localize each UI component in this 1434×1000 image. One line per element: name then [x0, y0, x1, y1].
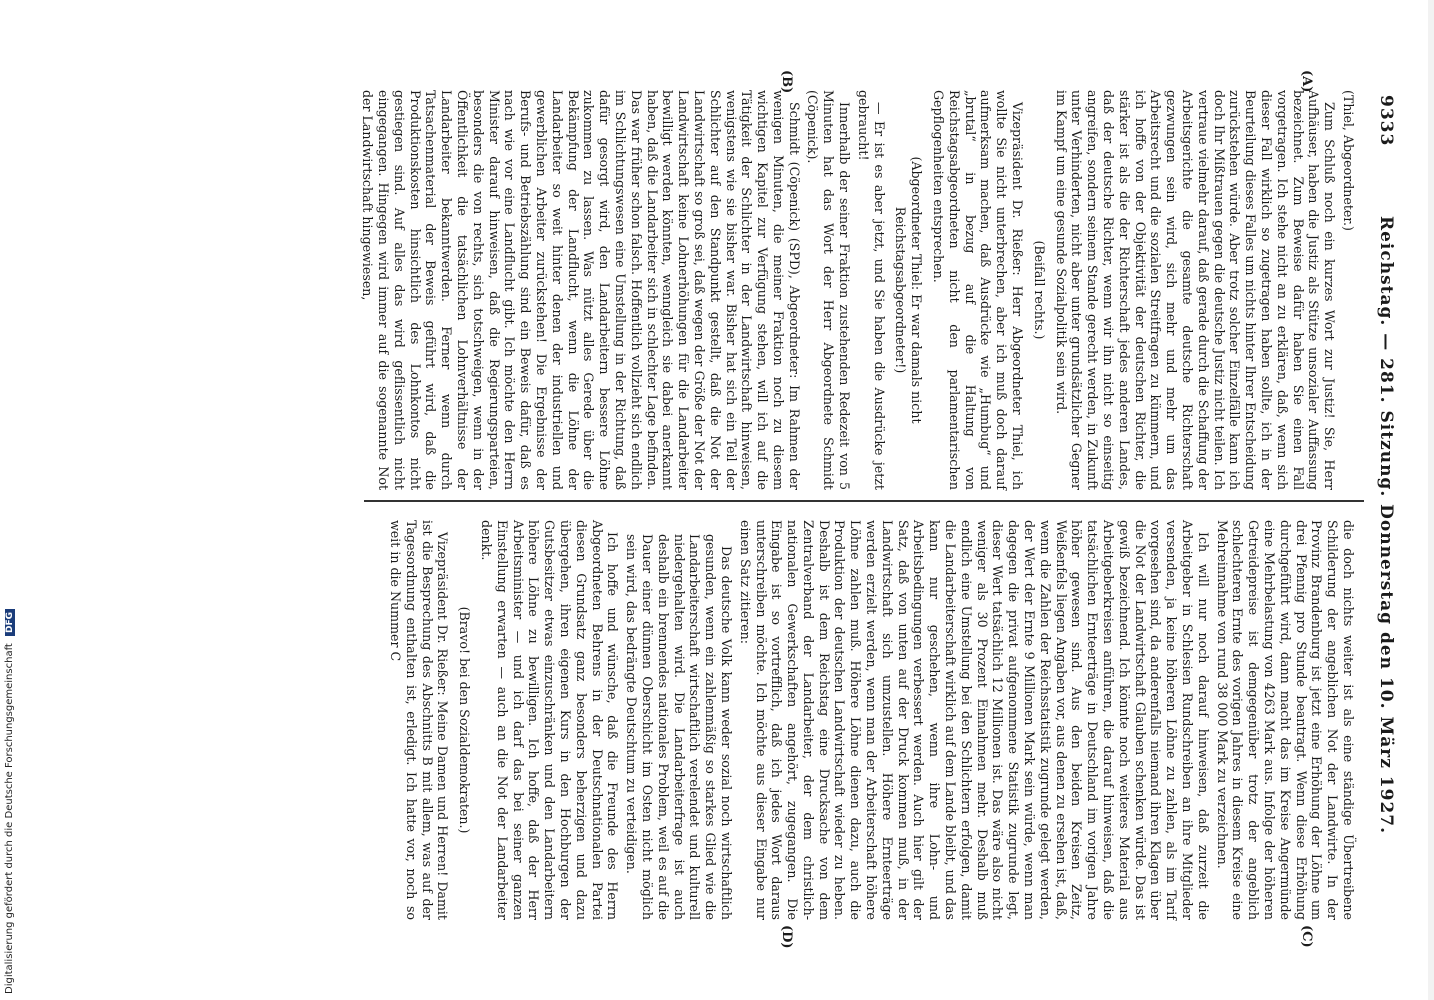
paragraph: — Er ist es aber jetzt, und Sie haben die Ausdrücke jetzt gebraucht!	[855, 90, 887, 490]
right-column	[384, 520, 1356, 920]
interjection: (Abgeordneter Thiel: Er war damals nicht Reichstagsabgeordneter!)	[893, 156, 925, 424]
page-header	[1370, 95, 1404, 895]
paragraph: Vizepräsident Dr. Rießer: Herr Abgeordneter Thiel, ich wollte Sie nicht unterbrechen, aber ich muß doch darauf aufmerksam machen, daß Ausdrücke wie „Humbug“ und „brutal“ in bezug auf die Haltung von Reichstagsabgeordneten nicht den parlamentarischen Gepflogenheiten entsprechen.	[931, 90, 1026, 490]
interjection: (Beifall rechts.)	[1031, 240, 1047, 340]
paragraph: Schmidt (Cöpenick) (SPD), Abgeordneter: Im Rahmen der wenigen Minuten, die meiner Fraktion noch zu diesem wichtigen Kapitel zur Verfügung stehen, will ich auf die Tätigkeit der Schlichter in der Landwirtschaft hinweisen, wenigstens wie sie bisher war. Bisher hat sich ein Teil der Schlichter auf den Standpunkt gestellt, daß die Not der Landwirtschaft so groß sei, daß wegen der Größe der Not der Landwirtschaft keine Lohnerhöhungen für die Landarbeiter bewilligt werden könnten, wenngleich sie dabei anerkannt haben, daß die Landarbeiter sich in schlechter Lage befinden. Das war früher schon falsch. Hoffentlich vollzieht sich endlich im Schlichtungswesen eine Umstellung in der Richtung, daß dafür gesorgt wird, den Landarbeitern bessere Löhne zukommen zu lassen. Was nützt alles Gerede über die Bekämpfung der Landflucht, wenn die Löhne der Landarbeiter so weit hinter denen der industriellen und gewerblichen Arbeiter zurückstehen! Die Ergebnisse der Berufs- und Betriebszählung sind ein Beweis dafür, daß es nach wie vor eine Landflucht gibt. Ich möchte den Herrn Minister darauf hinweisen, daß die Regierungsparteien, besonders die von rechts, sich totschweigen, wenn in der Öffentlichkeit die tatsächlichen Lohnverhältnisse der Landarbeiter bekanntwerden. Ferner wenn durch Tatsachenmaterial der Beweis geführt wird, daß die Produktionskosten hinsichtlich des Lohnkontos nicht gestiegen sind. Auf alles das wird geflissentlich nicht eingegangen. Hingegen wird immer auf die sogenannte Not der Landwirtschaft hingewiesen,	[360, 90, 802, 490]
scan-edge	[1428, 0, 1434, 1000]
paragraph: Vizepräsident Dr. Rießer: Meine Damen und Herren! Damit ist die Besprechung des Abschnitts B mit allem, was auf der Tagesordnung enthalten ist, erledigt. Ich hatte vor, noch so weit in die Nummer C	[387, 520, 451, 920]
paragraph: die doch nichts weiter ist als eine ständige Übertreibene Schilderung der angeblichen Not der Landwirte. In der Provinz Brandenburg ist jetzt eine Erhöhung der Löhne um drei Pfennig pro Stunde beantragt. Wenn diese Erhöhung durchgeführt wird, dann macht das im Kreise Angermünde eine Mehrbelastung von 4263 Mark aus. Infolge der höheren Getreidepreise ist demgegenüber trotz der angeblich schlechteren Ernte des vorigen Jahres in diesem Kreise eine Mehreinnahme von rund 38 000 Mark zu verzeichnen.	[1214, 520, 1356, 920]
margin-mark-a: (A)	[1299, 70, 1314, 93]
page-title: Reichstag. — 281. Sitzung. Donnerstag den 10. März 1927.	[1376, 215, 1396, 835]
footer-note	[4, 574, 15, 994]
paragraph: Innerhalb der seiner Fraktion zustehenden Redezeit von 5 Minuten hat das Wort der Herr Abgeordnete Schmidt (Cöpenick).	[805, 90, 853, 490]
margin-mark-d: (D)	[779, 925, 794, 949]
margin-mark-c: (C)	[1299, 925, 1314, 948]
paragraph: Ich will nur noch darauf hinweisen, daß zurzeit die Arbeitgeber in Schlesien Rundschreiben an ihre Mitglieder versenden, ja keine höheren Löhne zu zahlen, als im Tarif vorgesehen sind, da anderenfalls niemand ihren Klagen über die Not der Landwirtschaft Glauben schenken würde. Das ist gewiß bezeichnend. Ich könnte noch weiteres Material aus Arbeitgeberkreisen anführen, die darauf hinweisen, daß die tatsächlichen Ernteerträge in Deutschland im vorigen Jahre höher gewesen sind. Aus den beiden Kreisen Zeitz, Weißenfels liegen Angaben vor, aus denen zu ersehen ist, daß, wenn die Zahlen der Reichsstatistik zugrunde gelegt werden, der Wert der Ernte 9 Millionen Mark sein würde, wenn man dagegen die privat aufgenommene Statistik zugrunde legt, dieser Wert tatsächlich 12 Millionen ist. Das wäre also nicht weniger als 30 Prozent Einnahmen mehr. Deshalb muß endlich eine Umstellung bei den Schlichtern erfolgen, damit die Landarbeiterschaft wirklich auf dem Lande bleibt, und das kann nur geschehen, wenn ihre Lohn- und Arbeitsbedingungen verbessert werden. Auch hier gilt der Satz, daß von unten auf der Druck kommen muß, in der Landwirtschaft sich umzustellen. Höhere Ernteerträge werden erzielt werden, wenn man der Arbeiterschaft höhere Löhne zahlen muß. Höhere Löhne dienen dazu, auch die Produktion der deutschen Landwirtschaft wieder zu heben. Deshalb ist dem Reichstag eine Drucksache von dem Zentralverband der Landarbeiter, der dem christlich-nationalen Gewerkschaften angehört, zugegangen. Die Eingabe ist so vortrefflich, daß ich jedes Wort daraus unterschreiben möchte. Ich möchte aus dieser Eingabe nur einen Satz zitieren:	[737, 520, 1211, 920]
page-number: 9333	[1376, 95, 1396, 147]
dfg-logo: DFG	[5, 609, 15, 636]
quotation: Das deutsche Volk kann weder sozial noch wirtschaftlich gesunden, wenn ein zahlenmäßig so starkes Glied wie die Landarbeiterschaft wirtschaftlich verelendet und kulturell niedergehalten wird. Die Landarbeiterfrage ist auch deshalb ein brennendes nationales Problem, weil es auf die Dauer einer dünnen Oberschicht im Osten nicht möglich sein wird, das bedrängte Deutschtum zu verteidigen.	[624, 534, 734, 920]
speaker-header: (Thiel, Abgeordneter.)	[1341, 90, 1356, 231]
paragraph: Zum Schluß noch ein kurzes Wort zur Justiz! Sie, Herr Aufhäuser, haben die Justiz als Stütze unsozialer Auffassung bezeichnet. Zum Beweise dafür haben Sie einen Fall vorgetragen. Ich stehe nicht an zu erklären, daß, wenn sich dieser Fall wirklich so zugetragen haben sollte, ich in der Beurteilung dieses Falles um nichts hinter Ihrer Entscheidung zurückstehen würde. Aber trotz solcher Einzelfälle kann ich doch Ihr Mißtrauen gegen die deutsche Justiz nicht teilen. Ich vertraue vielmehr darauf, daß gerade durch die Schaffung der Arbeitsgerichte die gesamte deutsche Richterschaft gezwungen sein wird, sich mehr und mehr um das Arbeitsrecht und die sozialen Streitfragen zu kümmern, und ich hoffe von der Objektivität der deutschen Richter, die stärker ist als die der Richterschaft jedes anderen Landes, daß der deutsche Richter, wenn wir ihn nicht so einseitig angreifen, sondern seinem Stande gerecht werden, in Zukunft unter Verhinderten, nicht aber unter grundsätzlicher Gegner im Kampf um eine gesunde Sozialpolitik sein wird.	[1053, 90, 1338, 490]
interjection: (Bravo! bei den Sozialdemokraten.)	[457, 606, 473, 834]
margin-mark-b: (B)	[779, 70, 794, 94]
left-column	[356, 90, 1356, 490]
footer-text: Digitalisierung gefördert durch die Deutsche Forschungsgemeinschaft	[4, 643, 15, 994]
paragraph: Ich hoffe und wünsche, daß die Freunde des Herrn Abgeordneten Behrens in der Deutschnationalen Partei diesen Grundsatz ganz besonders beherzigen und dazu übergehen, ihren eigenen Kurs in den Hochburgen der Gutsbesitzer etwas einzuschränken und den Landarbeitern höhere Löhne zu bewilligen. Ich hoffe, daß der Herr Arbeitsminister — und ich darf das bei seiner ganzen Einstellung erwarten — auch an die Not der Landarbeiter denkt.	[478, 520, 621, 920]
column-divider	[364, 500, 1364, 502]
